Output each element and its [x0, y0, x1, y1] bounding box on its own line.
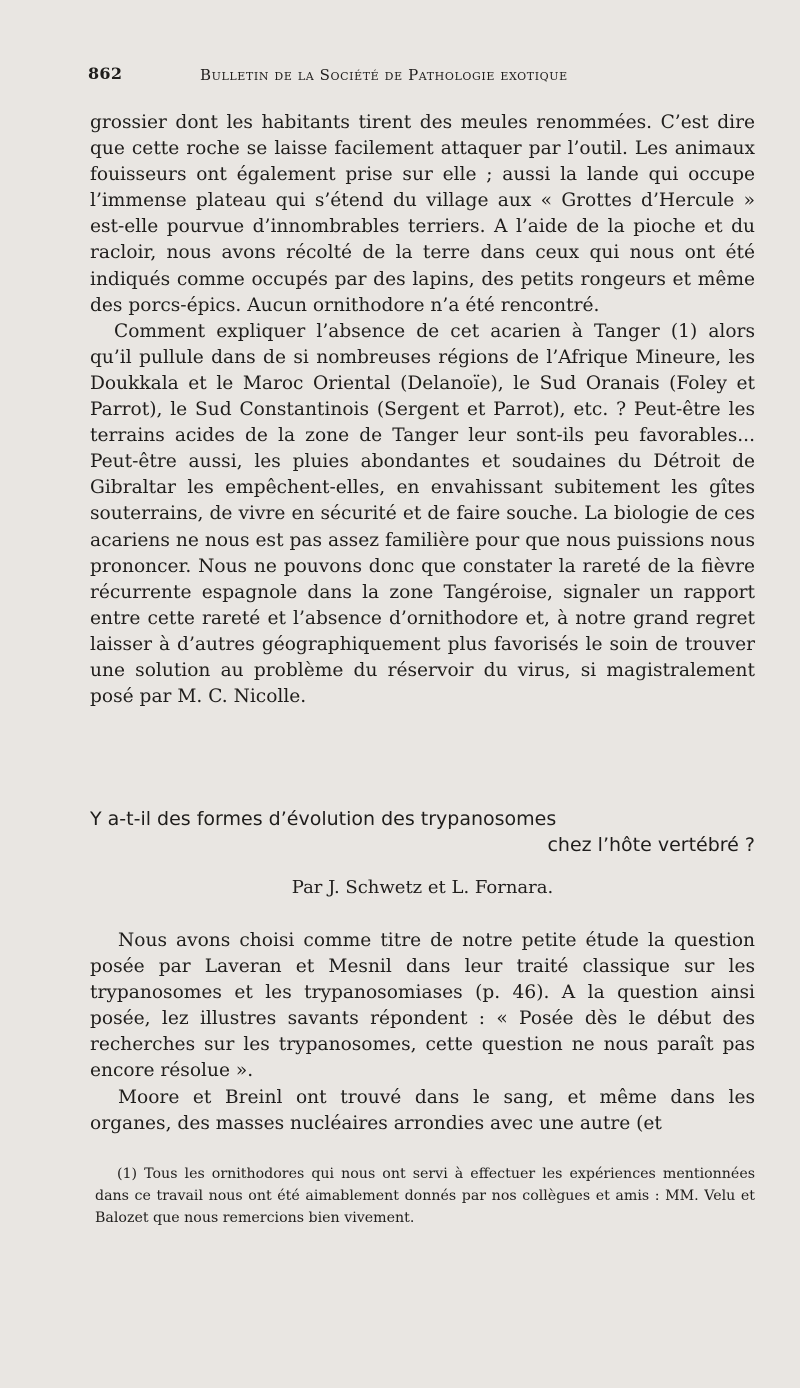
- article-title-line: chez l’hôte vertébré ?: [547, 834, 755, 856]
- article-title: [90, 806, 755, 858]
- running-title: Bulletin de la Société de Pathologie exotique: [200, 66, 568, 84]
- footnote: (1) Tous les ornithodores qui nous ont servi à effectuer les expériences mentionnées dans ce travail nous ont été aimablement donnés par nos collègues et amis : MM. Velu et Balozet que nous remercions bien vivement.: [95, 1166, 755, 1226]
- paragraph: Nous avons choisi comme titre de notre petite étude la question posée par Laveran et Mesnil dans leur traité classique sur les trypanosomes et les trypanosomiases (p. 46). A la question ainsi posée, lez illustres savants répondent : « Posée dès le début des recherches sur les trypanosomes, cette question ne nous paraît pas encore résolue ».: [90, 930, 755, 1082]
- paragraph: grossier dont les habitants tirent des meules renommées. C’est dire que cette roche se laisse facilement attaquer par l’outil. Les animaux fouisseurs ont également prise sur elle ; aussi la lande qui occupe l’immense plateau qui s’étend du village aux « Grottes d’Hercule » est-elle pourvue d’innombrables terriers. A l’aide de la pioche et du racloir, nous avons récolté de la terre dans ceux qui nous ont été indiqués comme occupés par des lapins, des petits rongeurs et même des porcs-épics. Aucun ornithodore n’a été rencontré.: [90, 112, 755, 316]
- page-number: 862: [88, 64, 123, 83]
- article-byline: Par J. Schwetz et L. Fornara.: [291, 877, 554, 898]
- paragraph: Moore et Breinl ont trouvé dans le sang, et même dans les organes, des masses nucléaires arrondies avec une autre (et: [90, 1086, 755, 1134]
- article-title-line: Y a-t-il des formes d’évolution des trypanosomes: [90, 808, 557, 830]
- paragraph: Comment expliquer l’absence de cet acarien à Tanger (1) alors qu’il pullule dans de si nombreuses régions de l’Afrique Mineure, les Doukkala et le Maroc Oriental (Delanoïe), le Sud Oranais (Foley et Parrot), le Sud Constantinois (Sergent et Parrot), etc. ? Peut-être les terrains acides de la zone de Tanger leur sont-ils peu favorables... Peut-être aussi, les pluies abondantes et soudaines du Détroit de Gibraltar les empêchent-elles, en envahissant subitement les gîtes souterrains, de vivre en sécurité et de faire souche. La biologie de ces acariens ne nous est pas assez familière pour que nous puissions nous prononcer. Nous ne pouvons donc que constater la rareté de la fièvre récurrente espagnole dans la zone Tangéroise, signaler un rapport entre cette rareté et l’absence d’ornithodore et, à notre grand regret laisser à d’autres géographiquement plus favorisés le soin de trouver une solution au problème du réservoir du virus, si magistralement posé par M. C. Nicolle.: [90, 320, 755, 708]
- article-body: [90, 928, 755, 1137]
- continued-text: [90, 110, 755, 710]
